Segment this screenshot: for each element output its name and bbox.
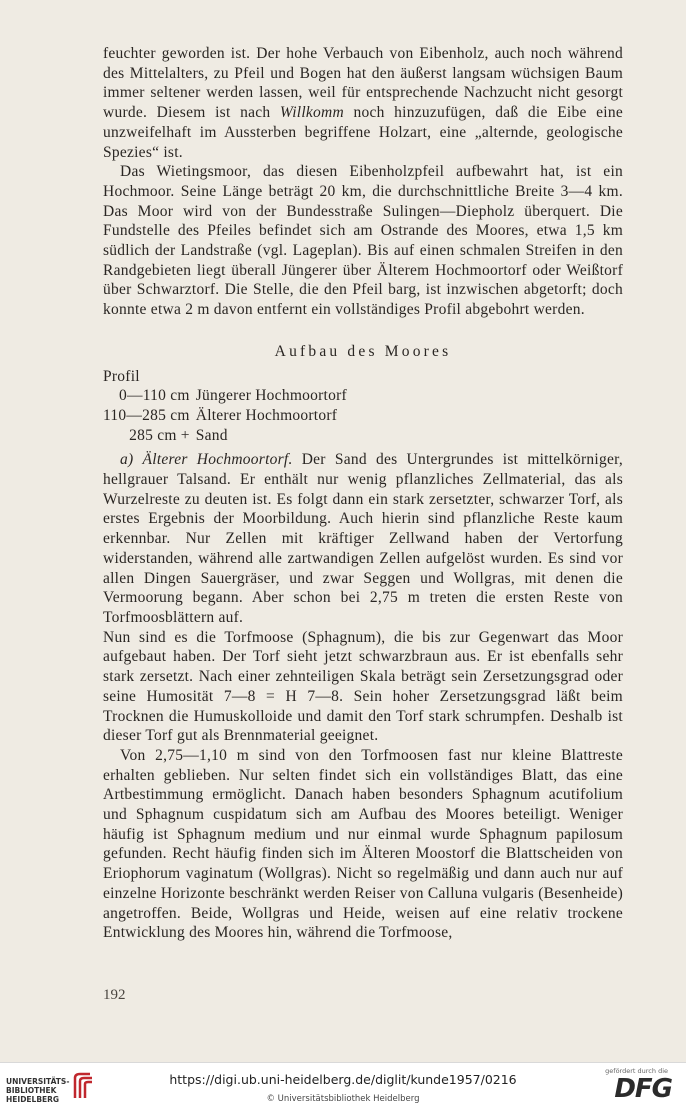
funder-note: gefördert durch die bbox=[605, 1067, 668, 1075]
table-row bbox=[103, 426, 347, 446]
footer-bar bbox=[0, 1062, 686, 1111]
library-logo[interactable]: UNIVERSITÄTS- BIBLIOTHEK HEIDELBERG bbox=[6, 1069, 96, 1105]
profile-layer: Jüngerer Hochmoortorf bbox=[195, 387, 347, 405]
copyright-note: © Universitätsbibliothek Heidelberg bbox=[266, 1094, 420, 1104]
section-a-label: a) Älterer Hochmoortorf. bbox=[120, 451, 293, 469]
page-number: 192 bbox=[103, 987, 126, 1003]
profile-depth: 285 cm + bbox=[129, 426, 190, 444]
paragraph-last: Von 2,75—1,10 m sind von den Torfmoosen fast nur kleine Blattreste erhalten geblieben. Nur selten findet sich ein vollständiges Blatt, das eine Artbestimmung ermöglicht. Danach haben besonders Sphagnum acutifolium und Sphagnum cuspidatum sich am Aufbau des Moores beteiligt. Weniger häufig ist Sphagnum medium und nur einmal wurde Sphagnum papilosum gefunden. Recht häufig finden sich im Älteren Moostorf die Blattscheiden von Eriophorum vaginatum (Wollgras). Nicht so regelmäßig und dann auch nur auf einzelne Horizonte beschränkt werden Reiser von Calluna vulgaris (Besenheide) angetroffen. Beide, Wollgras und Heide, weisen auf eine relativ trockene Entwicklung des Moores hin, während die Torfmoose, bbox=[103, 746, 623, 942]
profile-depth: 0—110 cm bbox=[119, 387, 190, 405]
profile-depth: 110—285 cm bbox=[103, 406, 190, 424]
section-heading: Aufbau des Moores bbox=[274, 342, 452, 360]
paragraph-sphagnum: Nun sind es die Torfmoose (Sphagnum), die bis zur Gegenwart das Moor aufgebaut haben. Der Torf sieht jetzt schwarzbraun aus. Er ist ebenfalls sehr stark zersetzt. Nach einer zehnteiligen Skala beträgt sein Zersetzungsgrad oder seine Humosität 7—8 = H 7—8. Sein hoher Zersetzungsgrad läßt beim Trocknen die Humuskolloide und damit den Torf stark schrumpfen. Deshalb ist dieser Torf gut als Brennmaterial geeignet. bbox=[103, 628, 623, 745]
table-row bbox=[103, 386, 347, 406]
paragraph-section-a: a) Älterer Hochmoortorf. Der Sand des Untergrundes ist mittelkörniger, hellgrauer Talsand. Er enthält nur wenig pflanzliches Zellmaterial, das als Wurzelreste zu deuten ist. Es folgt dann ein stark zersetzter, schwarzer Torf, als erstes Ergebnis der Moorbildung. Auch hierin sind pflanzliche Reste kaum erkennbar. Nur Zellen mit kräftiger Zellwand haben der Vertorfung widerstanden, während alle zartwandigen Zellen aufgelöst wurden. Es sind vor allen Dingen Sauergräser, und zwar Seggen und Wollgras, mit denen die Vermoorung begann. Aber schon bei 2,75 m treten die ersten Reste von Torfmoosblättern auf. bbox=[103, 451, 623, 626]
profile-label: Profil bbox=[103, 367, 140, 385]
table-row bbox=[103, 406, 347, 426]
profile-layer: Sand bbox=[195, 426, 228, 444]
author-name: Willkomm bbox=[279, 104, 344, 122]
profile-table bbox=[103, 386, 347, 445]
dfg-logo[interactable]: DFG bbox=[614, 1074, 672, 1104]
profile-layer: Älterer Hochmoortorf bbox=[195, 406, 338, 424]
document-url[interactable]: https://digi.ub.uni-heidelberg.de/diglit/kunde1957/0216 bbox=[169, 1072, 517, 1087]
paragraph-2: Das Wietingsmoor, das diesen Eibenholzpfeil aufbewahrt hat, ist ein Hochmoor. Seine Länge beträgt 20 km, die durchschnittliche Breite 3—4 km. Das Moor wird von der Bundesstraße Sulingen—Diepholz überquert. Die Fundstelle des Pfeiles befindet sich am Ostrande des Moores, etwa 1,5 km südlich der Landstraße (vgl. Lageplan). Bis auf einen schmalen Streifen in den Randgebieten liegt überall Jüngerer über Älterem Hochmoortorf oder Weißtorf über Schwarztorf. Die Stelle, die den Pfeil barg, ist inzwischen abgetorft; doch konnte etwa 2 m davon entfernt ein vollständiges Profil abgebohrt werden. bbox=[103, 163, 623, 319]
body-text bbox=[103, 44, 623, 943]
paragraph-1: feuchter geworden ist. Der hohe Verbauch von Eibenholz, auch noch während des Mittelalters, zu Pfeil und Bogen hat den äußerst langsam wüchsigen Baum immer seltener werden lassen, weil für entsprechende Nachzucht nicht gesorgt wurde. Diesem ist nach Willkomm noch hinzuzufügen, daß die Eibe eine unzweifelhaft im Aussterben begriffene Holzart, eine „alternde, geologische Spezies“ ist. bbox=[103, 45, 623, 161]
